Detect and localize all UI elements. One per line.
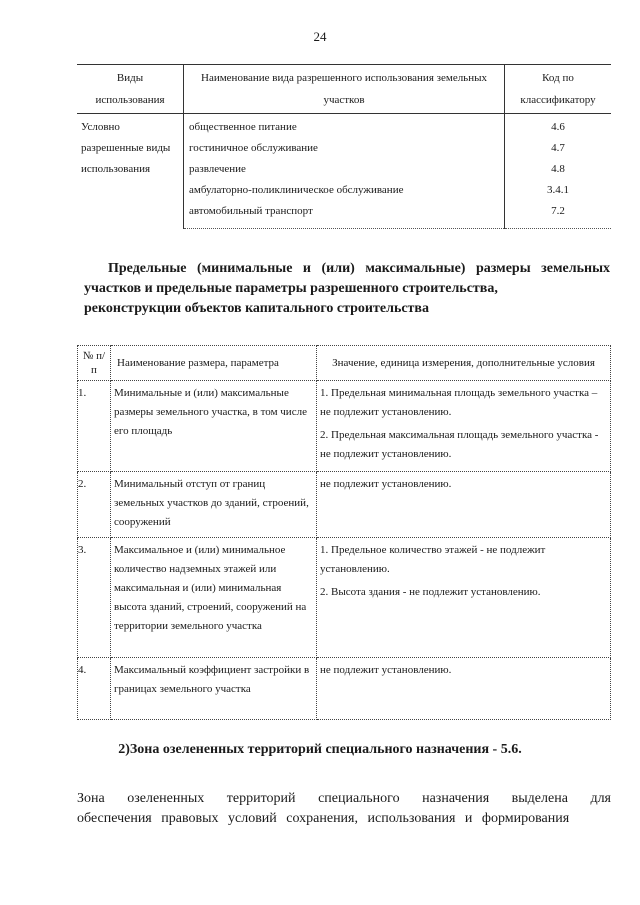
body-paragraph: Зона озелененных территорий специального назначения выделена для обеспечения правовых условий сохранения, использования и формирования: [77, 791, 611, 826]
row-number: 4.: [78, 658, 111, 720]
parameter-value: [317, 658, 611, 720]
parameter-value: [317, 538, 611, 658]
use-code: 7.2: [505, 201, 612, 229]
value-line: 1. Предельная минимальная площадь земельного участка – не подлежит установлению.: [320, 387, 598, 418]
section-heading-main: Предельные (минимальные и (или) максимальные) размеры земельных участков и предельные параметры разрешенного строительства,: [84, 261, 610, 296]
table-row: [78, 538, 611, 658]
use-name: развлечение: [184, 159, 505, 180]
use-name: амбулаторно-поликлиническое обслуживание: [184, 180, 505, 201]
header-number: № п/п: [78, 346, 111, 381]
value-line: 2. Предельная максимальная площадь земельного участка - не подлежит установлению.: [320, 429, 599, 460]
table-header-row: [77, 65, 611, 114]
header-classifier-code: Код по классификатору: [505, 65, 612, 114]
land-use-table: [77, 64, 611, 229]
table-row: [77, 114, 611, 139]
parameter-name: Минимальный отступ от границ земельных участков до зданий, строений, сооружений: [111, 472, 317, 538]
value-line: 1. Предельное количество этажей - не подлежит установлению.: [320, 544, 546, 575]
use-code: 3.4.1: [547, 184, 569, 196]
table-header-row: [78, 346, 611, 381]
row-number: 1.: [78, 381, 111, 472]
header-use-name: Наименование вида разрешенного использования земельных участков: [184, 65, 505, 114]
page-number: 24: [313, 29, 327, 44]
row-number: 2.: [78, 472, 111, 538]
use-name: общественное питание: [184, 114, 505, 139]
value-line: не подлежит установлению.: [320, 664, 452, 676]
section-heading-last-line: реконструкции объектов капитального строительства: [84, 301, 429, 316]
parameters-table: [77, 345, 611, 720]
parameter-name: Максимальное и (или) минимальное количество надземных этажей или максимальная и (или) минимальная высота зданий, строений, сооружений на территории земельного участка: [111, 538, 317, 658]
header-use-types: Виды использования: [77, 65, 184, 114]
parameter-name: Максимальный коэффициент застройки в границах земельного участка: [111, 658, 317, 720]
zone-heading: 2)Зона озелененных территорий специального назначения - 5.6.: [118, 742, 522, 757]
header-parameter-value: Значение, единица измерения, дополнительные условия: [317, 346, 611, 381]
parameter-value: [317, 381, 611, 472]
value-line: 2. Высота здания - не подлежит установлению.: [320, 586, 541, 598]
use-name: гостиничное обслуживание: [184, 138, 505, 159]
use-name: автомобильный транспорт: [184, 201, 505, 229]
parameter-name: Минимальные и (или) максимальные размеры земельного участка, в том числе его площадь: [111, 381, 317, 472]
table-row: [78, 381, 611, 472]
section-heading: [84, 259, 610, 319]
use-category: Условно разрешенные виды использования: [77, 114, 184, 229]
use-code: 4.8: [551, 163, 565, 175]
use-code: 4.6: [551, 121, 565, 133]
value-line: не подлежит установлению.: [320, 478, 452, 490]
parameter-value: [317, 472, 611, 538]
table-row: [78, 472, 611, 538]
header-parameter-name: Наименование размера, параметра: [111, 346, 317, 381]
use-code: 4.7: [551, 142, 565, 154]
row-number: 3.: [78, 538, 111, 658]
table-row: [78, 658, 611, 720]
